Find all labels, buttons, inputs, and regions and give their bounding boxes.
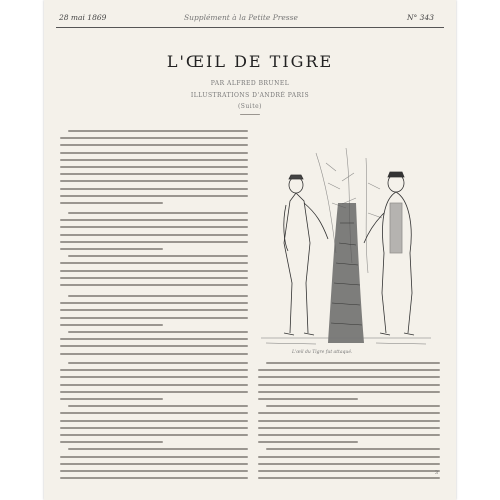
text-line: [60, 219, 248, 221]
text-line: [60, 137, 248, 139]
author-line: PAR ALFRED BRUNEL: [210, 80, 290, 87]
illustrations-line: ILLUSTRATIONS D'ANDRÉ PARIS: [190, 92, 310, 99]
text-line: [60, 324, 163, 326]
text-line: [60, 302, 248, 304]
text-line: [68, 295, 248, 297]
text-line: [258, 456, 440, 458]
text-line: [60, 248, 163, 250]
text-line: [60, 384, 248, 386]
text-line: [60, 152, 248, 154]
newspaper-page: [44, 0, 456, 500]
text-line: [60, 470, 248, 472]
text-line: [60, 144, 248, 146]
text-line: [60, 376, 248, 378]
text-line: [60, 463, 248, 465]
text-line: [60, 195, 248, 197]
text-line: [60, 202, 163, 204]
text-line: [68, 130, 248, 132]
part-line: (Suite): [237, 103, 263, 110]
text-line: [266, 362, 440, 364]
text-line: [258, 412, 440, 414]
text-line: [60, 180, 248, 182]
text-line: [258, 470, 440, 472]
issue-number: N° 343: [406, 13, 434, 22]
title-ornament: [240, 114, 260, 115]
text-line: [60, 427, 248, 429]
text-line: [68, 255, 248, 257]
text-line: [68, 212, 248, 214]
text-line: [60, 166, 248, 168]
text-line: [258, 441, 358, 443]
text-line: [60, 159, 248, 161]
text-line: [60, 398, 163, 400]
text-line: [68, 405, 248, 407]
text-line: [258, 420, 440, 422]
text-line: [258, 369, 440, 371]
text-line: [60, 188, 248, 190]
text-line: [258, 434, 440, 436]
text-line: [60, 284, 248, 286]
text-line: [60, 277, 248, 279]
text-line: [258, 398, 358, 400]
text-line: [60, 226, 248, 228]
text-line: [258, 427, 440, 429]
text-line: [60, 234, 248, 236]
text-line: [60, 309, 248, 311]
text-line: [266, 448, 440, 450]
text-line: [266, 405, 440, 407]
text-line: [60, 353, 248, 355]
text-line: [258, 384, 440, 386]
page-number: 3: [434, 470, 438, 476]
text-line: [60, 173, 248, 175]
article-title: L'ŒIL DE TIGRE: [166, 52, 334, 71]
text-line: [258, 376, 440, 378]
text-line: [258, 477, 440, 479]
text-line: [60, 477, 248, 479]
text-line: [60, 338, 248, 340]
text-line: [60, 345, 248, 347]
text-line: [60, 420, 248, 422]
header-rule: [56, 27, 444, 28]
text-line: [60, 262, 248, 264]
text-line: [60, 441, 163, 443]
supplement-title: Supplément à la Petite Presse: [184, 13, 298, 22]
text-line: [68, 448, 248, 450]
text-line: [60, 241, 248, 243]
text-line: [60, 270, 248, 272]
text-line: [60, 412, 248, 414]
text-line: [68, 331, 248, 333]
issue-date: 28 mai 1869: [59, 13, 107, 22]
text-line: [60, 391, 248, 393]
text-line: [258, 391, 440, 393]
text-line: [68, 362, 248, 364]
illustration-caption: L'œil du Tigre fut attaqué.: [292, 350, 353, 355]
page-header: [44, 13, 456, 27]
text-line: [258, 463, 440, 465]
text-line: [60, 317, 248, 319]
text-line: [60, 456, 248, 458]
engraving-illustration: [256, 143, 438, 353]
text-line: [60, 434, 248, 436]
text-line: [60, 369, 248, 371]
